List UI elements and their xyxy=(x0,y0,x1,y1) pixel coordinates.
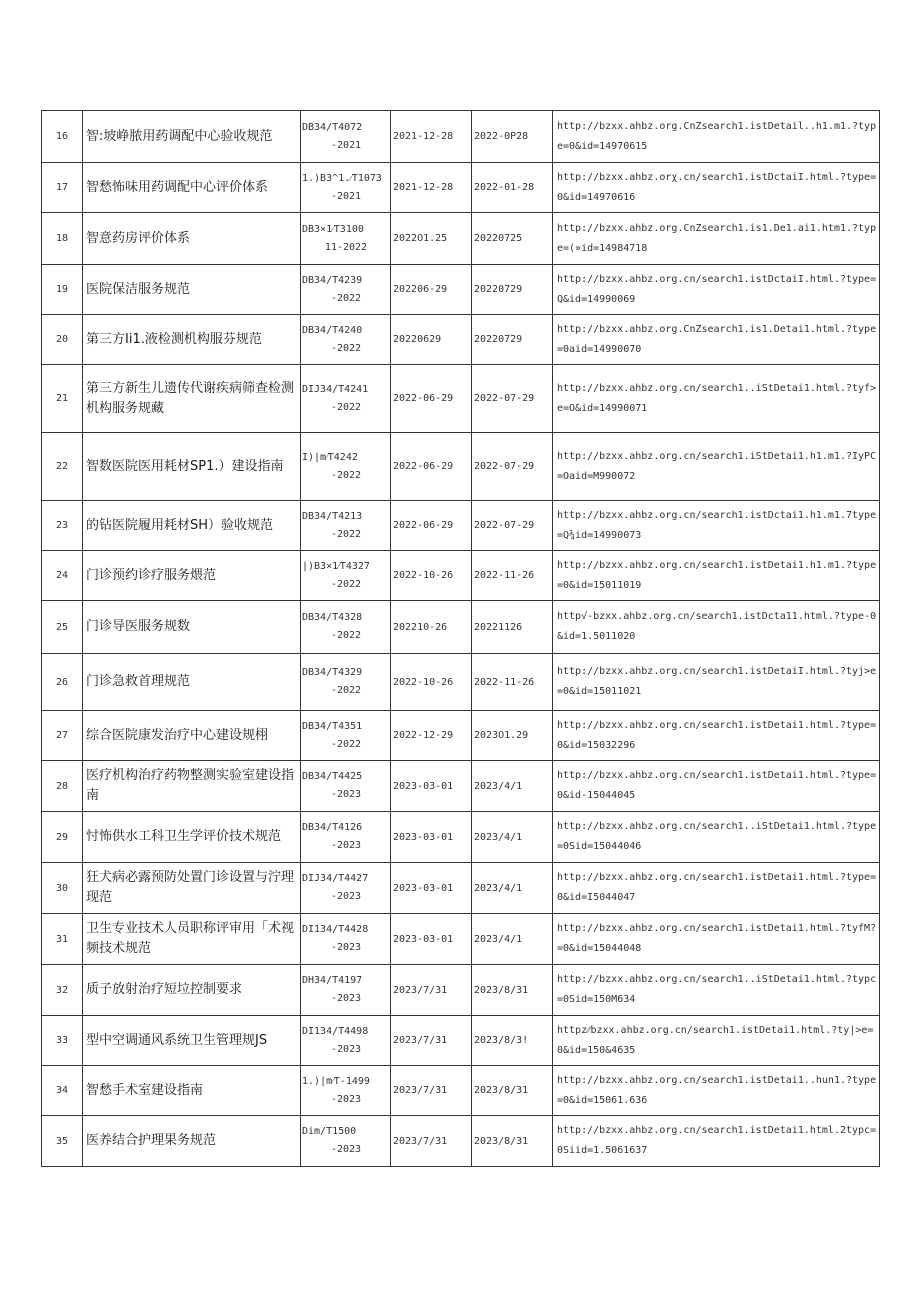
issue-date: 2021-12-28 xyxy=(391,111,472,163)
row-number: 20 xyxy=(42,315,83,365)
standard-code-year: -2022 xyxy=(330,342,362,354)
standard-name: 综合医院康发治疗中心建设规栩 xyxy=(83,711,301,761)
issue-date: 2022O1.25 xyxy=(391,213,472,265)
effective-date: 2022-11-26 xyxy=(472,654,553,711)
table-row xyxy=(42,965,880,1016)
standard-code xyxy=(301,711,391,761)
detail-url: http://bzxx.ahbz.org.cn/search1.iStDetai1.h1.m1.?IyPC=Oaid=M990072 xyxy=(553,433,880,501)
standard-name: 质子放射治疗短垃控制要求 xyxy=(83,965,301,1016)
standard-code xyxy=(301,213,391,265)
row-number: 17 xyxy=(42,163,83,213)
detail-url: http://bzxx.ahbz.org.cn/search1.istDetai1.h1.m1.?type=0&id=15011019 xyxy=(553,551,880,601)
detail-url: httpz⁄⁄bzxx.ahbz.org.cn/search1.istDetai1.html.?ty|>e=0&id=150&4635 xyxy=(553,1016,880,1066)
table-row xyxy=(42,812,880,863)
standard-code-prefix: DIJ34/T4427 xyxy=(302,873,369,884)
standard-name: 医养结合护理果务规范 xyxy=(83,1116,301,1167)
issue-date: 2022-10-26 xyxy=(391,551,472,601)
standard-name: 智数医院医用耗材SP1.）建设指南 xyxy=(83,433,301,501)
standard-code xyxy=(301,111,391,163)
standard-code-year: -2023 xyxy=(330,942,362,953)
row-number: 19 xyxy=(42,265,83,315)
effective-date: 2023/8/31 xyxy=(472,1116,553,1167)
table-row xyxy=(42,433,880,501)
detail-url: http://bzxx.ahbz.org.cn/search1.istDctai1.h1.m1.7type=Q¾id=14990073 xyxy=(553,501,880,551)
standard-code-year: -2023 xyxy=(330,1043,362,1055)
row-number: 35 xyxy=(42,1116,83,1167)
standard-code-prefix: DB34/T4240 xyxy=(302,324,363,336)
detail-url: http://bzxx.ahbz.org.cn/search1..iStDetai1.html.?type=0Sid=15044046 xyxy=(553,812,880,863)
standard-code-prefix: DB34/T4351 xyxy=(302,720,363,732)
standard-code xyxy=(301,365,391,433)
row-number: 16 xyxy=(42,111,83,163)
standard-code-year: -2022 xyxy=(330,469,362,481)
issue-date: 2023-03-01 xyxy=(391,863,472,914)
standard-code-year: -2023 xyxy=(330,1093,362,1105)
row-number: 27 xyxy=(42,711,83,761)
effective-date: 2023/4/1 xyxy=(472,761,553,812)
standard-code-year: -2021 xyxy=(330,139,362,151)
standard-code xyxy=(301,812,391,863)
detail-url: http://bzxx.ahbz.org.cn/search1.istDetai1..hun1.?type=0&id=15061.636 xyxy=(553,1066,880,1116)
standard-code xyxy=(301,914,391,965)
row-number: 30 xyxy=(42,863,83,914)
standard-code xyxy=(301,601,391,654)
table-row xyxy=(42,1066,880,1116)
detail-url: http://bzxx.ahbz.org.cn/search1.istDetai1.html.?tyfM?=0&id=15044048 xyxy=(553,914,880,965)
standard-code-year: 11-2022 xyxy=(324,241,368,253)
detail-url: http://bzxx.ahbz.org.cn/search1.istDetai1.html.?type=0&id-15044045 xyxy=(553,761,880,812)
standard-code xyxy=(301,654,391,711)
effective-date: 20221126 xyxy=(472,601,553,654)
issue-date: 2023/7/31 xyxy=(391,1016,472,1066)
issue-date: 202206-29 xyxy=(391,265,472,315)
effective-date: 20220725 xyxy=(472,213,553,265)
detail-url: http://bzxx.ahbz.org.cn/search1.istDetaiI.html.?tyj>e=0&id=15011021 xyxy=(553,654,880,711)
issue-date: 2022-10-26 xyxy=(391,654,472,711)
table-row xyxy=(42,863,880,914)
row-number: 29 xyxy=(42,812,83,863)
standard-name: 的钻医院履用耗材SH）验收规范 xyxy=(83,501,301,551)
effective-date: 2023/4/1 xyxy=(472,863,553,914)
row-number: 32 xyxy=(42,965,83,1016)
standard-code xyxy=(301,863,391,914)
standard-code-prefix: DB3×1⁄T3100 xyxy=(302,223,364,235)
standard-name: 医院保洁服务规范 xyxy=(83,265,301,315)
effective-date: 2023O1.29 xyxy=(472,711,553,761)
standard-code xyxy=(301,501,391,551)
standard-code-prefix: 1.)|m⁄T-1499 xyxy=(302,1075,370,1087)
standard-name: 智意药房评价体系 xyxy=(83,213,301,265)
table-row xyxy=(42,761,880,812)
detail-url: http://bzxx.ahbz.org.cn/search1.istDetai1.html.2typc=0Siid=1.5061637 xyxy=(553,1116,880,1167)
effective-date: 2022-07-29 xyxy=(472,433,553,501)
effective-date: 2022-07-29 xyxy=(472,501,553,551)
standard-code xyxy=(301,965,391,1016)
standard-code-prefix: Dim/T1500 xyxy=(302,1126,357,1137)
table-row xyxy=(42,265,880,315)
standard-code xyxy=(301,1016,391,1066)
standard-name: 卫生专业技术人员职称评审用「术视频技术规范 xyxy=(83,914,301,965)
standard-code-prefix: DB34/T4126 xyxy=(302,822,363,833)
standard-name: 忖怖供水工科卫生学评价技术规范 xyxy=(83,812,301,863)
row-number: 24 xyxy=(42,551,83,601)
standard-code xyxy=(301,551,391,601)
standard-name: 智愁怖味用药调配中心评价体系 xyxy=(83,163,301,213)
row-number: 26 xyxy=(42,654,83,711)
issue-date: 2023/7/31 xyxy=(391,1066,472,1116)
effective-date: 2023/4/1 xyxy=(472,812,553,863)
standard-code-year: -2023 xyxy=(330,891,362,902)
detail-url: http://bzxx.ahbz.org.cn/search1.istDetai1.html.?type=0&id=I5044047 xyxy=(553,863,880,914)
standard-name: 第三方新生儿遗传代谢疾病筛查检测机构服务规藏 xyxy=(83,365,301,433)
standard-code xyxy=(301,433,391,501)
standard-code-prefix: DH34/T4197 xyxy=(302,975,363,986)
effective-date: 2023/8/3! xyxy=(472,1016,553,1066)
effective-date: 2023/8/31 xyxy=(472,1066,553,1116)
standard-code-prefix: DB34/T4425 xyxy=(302,771,363,782)
issue-date: 2022-06-29 xyxy=(391,433,472,501)
standard-code-year: -2022 xyxy=(330,401,362,413)
issue-date: 2023-03-01 xyxy=(391,812,472,863)
standard-name: 狂犬病必露预防处置门诊设置与泞理现范 xyxy=(83,863,301,914)
detail-url: http://bzxx.ahbz.org.cn/search1..iStDetai1.html.?typc=0Sid=150M634 xyxy=(553,965,880,1016)
effective-date: 2022-0P28 xyxy=(472,111,553,163)
issue-date: 2021-12-28 xyxy=(391,163,472,213)
effective-date: 2023/8/31 xyxy=(472,965,553,1016)
standard-name: 门诊急救首理规范 xyxy=(83,654,301,711)
effective-date: 20220729 xyxy=(472,315,553,365)
issue-date: 202210-26 xyxy=(391,601,472,654)
standard-code-prefix: |)B3×1⁄T4327 xyxy=(302,560,370,572)
table-row xyxy=(42,1016,880,1066)
row-number: 31 xyxy=(42,914,83,965)
row-number: 34 xyxy=(42,1066,83,1116)
standard-code-year: -2021 xyxy=(330,190,362,202)
standard-name: 医疗机构治疗药物整测实验室建设指南 xyxy=(83,761,301,812)
detail-url: http://bzxx.ahbz.org.cn/search1.istDetai1.html.?type=0&id=15032296 xyxy=(553,711,880,761)
table-row xyxy=(42,601,880,654)
issue-date: 2023/7/31 xyxy=(391,965,472,1016)
issue-date: 20220629 xyxy=(391,315,472,365)
standard-code xyxy=(301,265,391,315)
standard-code xyxy=(301,1066,391,1116)
standard-code-prefix: DB34/T4328 xyxy=(302,612,363,623)
standard-code-year: -2022 xyxy=(330,738,362,750)
table-row xyxy=(42,365,880,433)
table-row xyxy=(42,551,880,601)
row-number: 25 xyxy=(42,601,83,654)
standard-code-year: -2022 xyxy=(330,685,362,696)
standard-name: 智愁手术室建设指南 xyxy=(83,1066,301,1116)
standard-code-prefix: DB34/T4239 xyxy=(302,274,363,286)
table-row xyxy=(42,163,880,213)
detail-url: http://bzxx.ahbz.org.CnZsearch1.istDetail..h1.m1.?type=0&id=14970615 xyxy=(553,111,880,163)
standard-code-year: -2022 xyxy=(330,630,362,641)
standard-code-prefix: DI134/T4428 xyxy=(302,924,369,935)
detail-url: http√-bzxx.ahbz.org.cn/search1.istDcta11.html.?type-0&id=1.5011020 xyxy=(553,601,880,654)
standard-name: 门诊预约诊疗服务煨范 xyxy=(83,551,301,601)
row-number: 33 xyxy=(42,1016,83,1066)
effective-date: 2023/4/1 xyxy=(472,914,553,965)
standard-code-prefix: I)|m⁄T4242 xyxy=(302,451,358,463)
standard-code-year: -2022 xyxy=(330,528,362,540)
effective-date: 2022-11-26 xyxy=(472,551,553,601)
standard-name: 门诊导医服务规数 xyxy=(83,601,301,654)
effective-date: 2022-07-29 xyxy=(472,365,553,433)
standard-name: 第三方Ii1.液检测机构服芬规范 xyxy=(83,315,301,365)
standards-table-sheet xyxy=(41,110,880,1167)
table-row xyxy=(42,213,880,265)
detail-url: http://bzxx.ahbz.org.CnZsearch1.is1.De1.ai1.htm1.?type=(»id=14984718 xyxy=(553,213,880,265)
detail-url: http://bzxx.ahbz.orχ.cn/search1.istDctaiI.html.?type=0&id=14970616 xyxy=(553,163,880,213)
standard-name: 智:坡峥脓用药调配中心验收规范 xyxy=(83,111,301,163)
standard-code-year: -2022 xyxy=(330,578,362,590)
row-number: 18 xyxy=(42,213,83,265)
standard-code xyxy=(301,315,391,365)
standards-table-body xyxy=(42,111,880,1167)
issue-date: 2022-12-29 xyxy=(391,711,472,761)
issue-date: 2023/7/31 xyxy=(391,1116,472,1167)
standard-code-year: -2023 xyxy=(330,789,362,800)
table-row xyxy=(42,315,880,365)
effective-date: 20220729 xyxy=(472,265,553,315)
effective-date: 2022-01-28 xyxy=(472,163,553,213)
issue-date: 2022-06-29 xyxy=(391,365,472,433)
standard-code-prefix: DIJ34/T4241 xyxy=(302,383,369,395)
detail-url: http://bzxx.ahbz.org.cn/search1..iStDetai1.html.?tyf>e=O&id=14990071 xyxy=(553,365,880,433)
standard-name: 型中空调通风系统卫生管理规JS xyxy=(83,1016,301,1066)
standard-code xyxy=(301,163,391,213)
standards-table xyxy=(41,110,880,1167)
table-row xyxy=(42,654,880,711)
table-row xyxy=(42,711,880,761)
standard-code-year: -2022 xyxy=(330,292,362,304)
table-row xyxy=(42,111,880,163)
standard-code-prefix: DB34/T4213 xyxy=(302,510,363,522)
standard-code-prefix: 1.)B3^1.⁄T1073 xyxy=(302,172,382,184)
standard-code-year: -2023 xyxy=(330,840,362,851)
standard-code-prefix: DB34/T4329 xyxy=(302,667,363,678)
standard-code xyxy=(301,1116,391,1167)
row-number: 28 xyxy=(42,761,83,812)
standard-code-year: -2023 xyxy=(330,1144,362,1155)
issue-date: 2023-03-01 xyxy=(391,761,472,812)
standard-code xyxy=(301,761,391,812)
row-number: 21 xyxy=(42,365,83,433)
issue-date: 2022-06-29 xyxy=(391,501,472,551)
table-row xyxy=(42,501,880,551)
standard-code-prefix: DB34/T4072 xyxy=(302,121,363,133)
table-row xyxy=(42,1116,880,1167)
table-row xyxy=(42,914,880,965)
row-number: 23 xyxy=(42,501,83,551)
standard-code-year: -2023 xyxy=(330,993,362,1004)
issue-date: 2023-03-01 xyxy=(391,914,472,965)
row-number: 22 xyxy=(42,433,83,501)
standard-code-prefix: DI134/T4498 xyxy=(302,1025,369,1037)
detail-url: http://bzxx.ahbz.org.cn/search1.istDctaiI.html.?type=Q&id=14990069 xyxy=(553,265,880,315)
detail-url: http://bzxx.ahbz.org.CnZsearch1.is1.Detai1.html.?type=0aid=14990070 xyxy=(553,315,880,365)
